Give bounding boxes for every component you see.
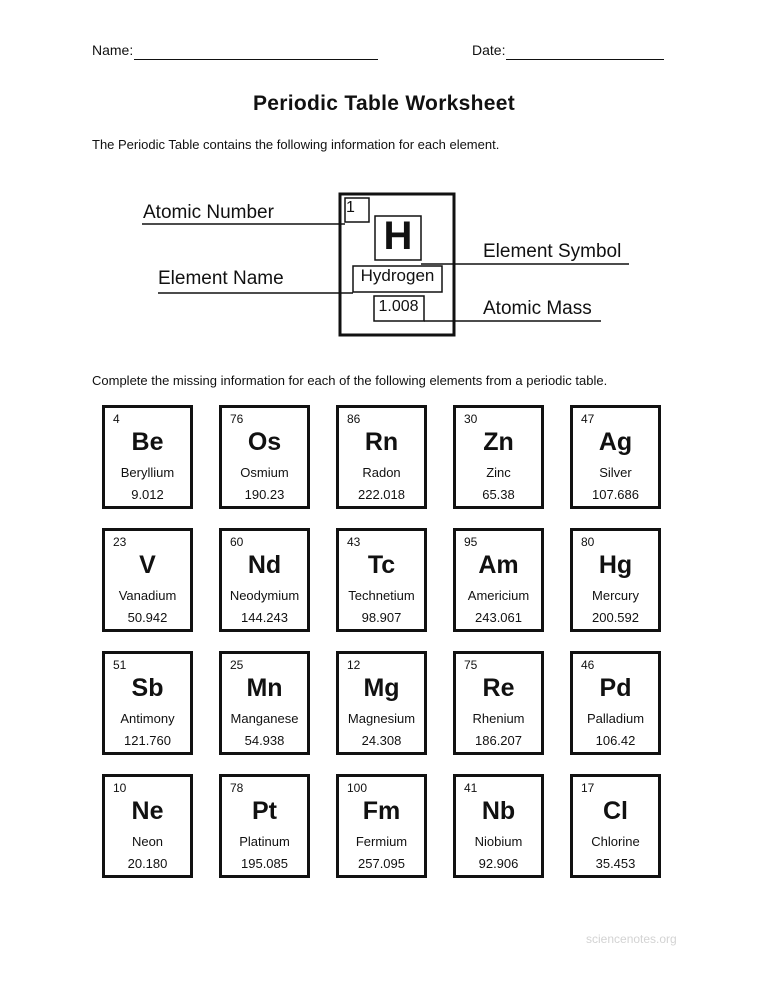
element-symbol: Rn <box>364 428 399 456</box>
element-symbol: Nb <box>481 797 516 825</box>
atomic-number: 80 <box>581 535 595 549</box>
element-symbol: Mn <box>246 674 283 702</box>
atomic-mass: 190.23 <box>244 487 285 502</box>
atomic-mass: 186.207 <box>475 733 522 748</box>
atomic-mass: 222.018 <box>358 487 405 502</box>
date-label: Date: <box>472 42 506 58</box>
element-name: Technetium <box>348 588 415 603</box>
element-tile <box>219 528 310 632</box>
element-symbol: Hg <box>598 551 633 579</box>
atomic-number: 86 <box>347 412 361 426</box>
element-tile <box>570 774 661 878</box>
element-key-diagram <box>140 190 640 340</box>
element-tile <box>570 528 661 632</box>
element-tile <box>219 651 310 755</box>
source-watermark: sciencenotes.org <box>586 932 677 946</box>
atomic-mass: 195.085 <box>241 856 288 871</box>
element-name: Manganese <box>230 711 299 726</box>
intro-text: The Periodic Table contains the following information for each element. <box>92 137 500 152</box>
element-name: Beryllium <box>120 465 175 480</box>
atomic-number: 76 <box>230 412 244 426</box>
element-tile <box>453 528 544 632</box>
example-symbol: H <box>383 214 413 258</box>
atomic-number: 17 <box>581 781 595 795</box>
element-name: Platinum <box>239 834 290 849</box>
atomic-number: 47 <box>581 412 595 426</box>
atomic-mass: 98.907 <box>361 610 402 625</box>
element-name: Magnesium <box>347 711 416 726</box>
element-name: Chlorine <box>591 834 640 849</box>
atomic-mass: 257.095 <box>358 856 405 871</box>
element-name: Rhenium <box>472 711 525 726</box>
element-symbol: Fm <box>362 797 401 825</box>
atomic-number: 23 <box>113 535 127 549</box>
element-tile <box>102 528 193 632</box>
atomic-mass: 24.308 <box>361 733 402 748</box>
element-symbol: Am <box>478 551 519 579</box>
element-symbol: Sb <box>131 674 164 702</box>
atomic-mass: 54.938 <box>244 733 285 748</box>
header-row <box>92 42 672 66</box>
element-name-label: Element Name <box>158 268 284 289</box>
atomic-mass: 92.906 <box>478 856 519 871</box>
element-name: Mercury <box>592 588 639 603</box>
atomic-number: 95 <box>464 535 478 549</box>
element-symbol: Be <box>131 428 164 456</box>
element-name: Americium <box>467 588 530 603</box>
element-symbol: Os <box>247 428 282 456</box>
element-tile <box>219 405 310 509</box>
atomic-number: 25 <box>230 658 244 672</box>
element-name: Silver <box>599 465 632 480</box>
atomic-mass: 20.180 <box>127 856 168 871</box>
atomic-number-label: Atomic Number <box>143 202 274 223</box>
atomic-mass: 9.012 <box>131 487 164 502</box>
element-name: Palladium <box>586 711 645 726</box>
element-name: Neodymium <box>229 588 300 603</box>
element-symbol: Mg <box>363 674 400 702</box>
atomic-mass: 144.243 <box>241 610 288 625</box>
example-mass: 1.008 <box>378 298 419 315</box>
element-tile <box>102 405 193 509</box>
element-name: Zinc <box>486 465 511 480</box>
element-symbol: Cl <box>603 797 628 825</box>
instructions-text: Complete the missing information for each of the following elements from a periodic table. <box>92 373 608 388</box>
atomic-number: 10 <box>113 781 127 795</box>
element-symbol: Nd <box>247 551 282 579</box>
atomic-mass: 50.942 <box>127 610 168 625</box>
name-label: Name: <box>92 42 134 58</box>
element-name: Fermium <box>355 834 408 849</box>
atomic-mass: 65.38 <box>482 487 515 502</box>
element-tile <box>102 774 193 878</box>
element-symbol: V <box>139 551 156 579</box>
atomic-number: 12 <box>347 658 361 672</box>
element-name: Radon <box>362 465 401 480</box>
element-symbol: Pt <box>252 797 277 825</box>
example-atomic-number: 1 <box>346 199 355 216</box>
atomic-mass: 106.42 <box>595 733 636 748</box>
element-name: Antimony <box>120 711 175 726</box>
element-symbol: Ag <box>598 428 633 456</box>
element-symbol: Pd <box>599 674 632 702</box>
element-symbol: Re <box>482 674 515 702</box>
atomic-mass-label: Atomic Mass <box>483 298 592 319</box>
page-title: Periodic Table Worksheet <box>253 92 515 115</box>
atomic-number: 78 <box>230 781 244 795</box>
atomic-number: 4 <box>113 412 120 426</box>
atomic-mass: 107.686 <box>592 487 639 502</box>
element-tile <box>570 651 661 755</box>
element-symbol: Ne <box>131 797 164 825</box>
name-blank-line <box>134 59 378 60</box>
date-blank-line <box>506 59 664 60</box>
atomic-number: 46 <box>581 658 595 672</box>
atomic-number: 30 <box>464 412 478 426</box>
element-tile <box>336 651 427 755</box>
atomic-mass: 35.453 <box>595 856 636 871</box>
element-tile <box>219 774 310 878</box>
element-name: Neon <box>131 834 164 849</box>
element-tile <box>336 405 427 509</box>
element-tile <box>336 528 427 632</box>
element-tile <box>453 651 544 755</box>
atomic-number: 51 <box>113 658 127 672</box>
element-symbol: Tc <box>367 551 396 579</box>
element-name: Osmium <box>240 465 289 480</box>
atomic-number: 41 <box>464 781 478 795</box>
atomic-number: 100 <box>347 781 368 795</box>
atomic-number: 60 <box>230 535 244 549</box>
example-name: Hydrogen <box>360 266 435 285</box>
element-tile <box>453 405 544 509</box>
element-tile <box>336 774 427 878</box>
element-symbol: Zn <box>483 428 514 456</box>
atomic-mass: 121.760 <box>124 733 171 748</box>
atomic-mass: 200.592 <box>592 610 639 625</box>
element-tile <box>570 405 661 509</box>
element-name: Niobium <box>474 834 523 849</box>
element-tile <box>102 651 193 755</box>
element-symbol-label: Element Symbol <box>483 241 622 262</box>
element-tile <box>453 774 544 878</box>
atomic-mass: 243.061 <box>475 610 522 625</box>
atomic-number: 43 <box>347 535 361 549</box>
atomic-number: 75 <box>464 658 478 672</box>
element-name: Vanadium <box>118 588 177 603</box>
